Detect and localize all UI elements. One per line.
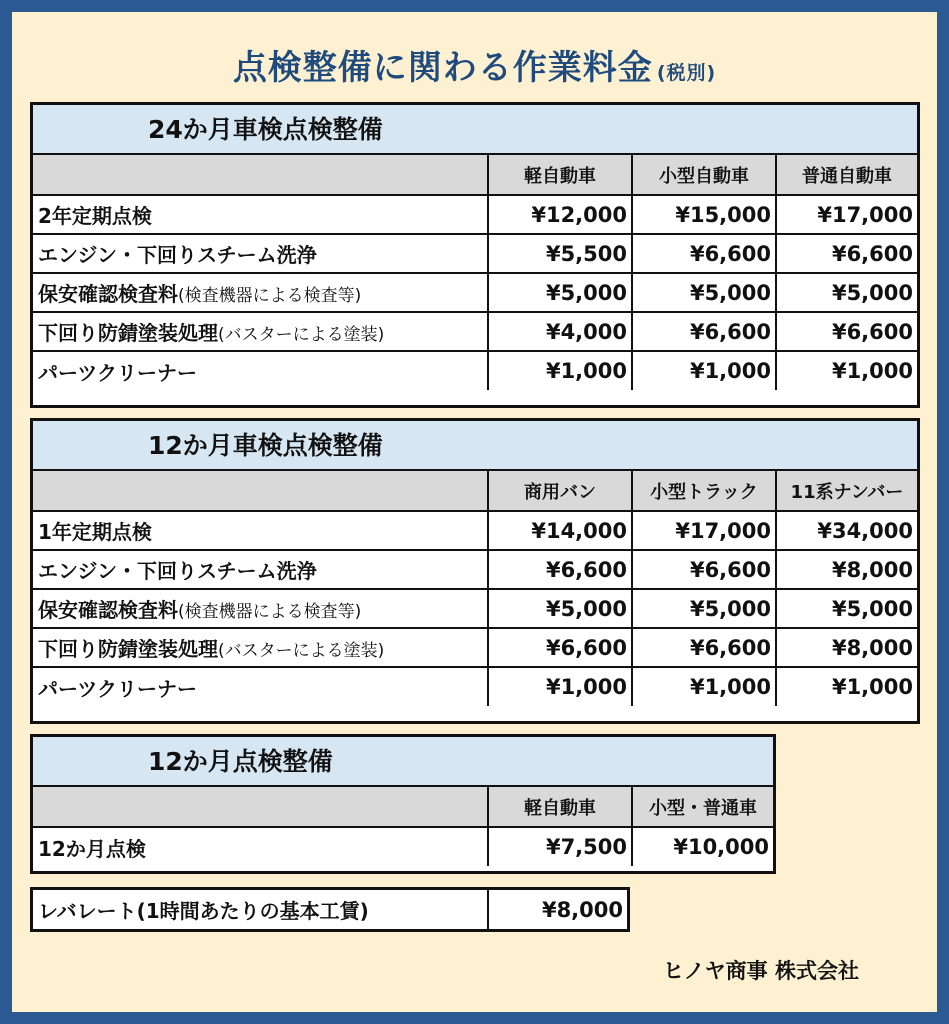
row-label	[33, 550, 488, 589]
row-label-text: 2年定期点検	[38, 204, 152, 228]
price-cell: ¥5,000	[488, 589, 632, 628]
price-cell: ¥7,500	[488, 827, 632, 866]
price-cell: ¥6,600	[488, 628, 632, 667]
price-cell: ¥6,600	[776, 234, 917, 273]
row-label-text: 12か月点検	[38, 836, 146, 861]
header-blank	[33, 471, 488, 511]
row-label	[33, 628, 488, 667]
price-table	[33, 787, 773, 866]
column-header: 11系ナンバー	[776, 471, 917, 511]
price-cell: ¥6,600	[632, 550, 776, 589]
section-title: 12か月車検点検整備	[33, 421, 917, 471]
table-row	[33, 234, 917, 273]
row-label-note: (検査機器による検査等)	[178, 602, 362, 622]
price-cell: ¥1,000	[776, 667, 917, 706]
column-header: 小型自動車	[632, 155, 776, 195]
title-tax-note: (税別)	[656, 62, 717, 84]
row-label-text: 下回り防錆塗装処理	[38, 637, 218, 661]
column-header: 軽自動車	[488, 155, 632, 195]
table-row	[33, 667, 917, 706]
section-12-month-check	[30, 734, 776, 874]
table-row	[33, 589, 917, 628]
column-header: 軽自動車	[488, 787, 632, 827]
header-blank	[33, 155, 488, 195]
page-title	[0, 40, 949, 89]
price-cell: ¥5,500	[488, 234, 632, 273]
row-label-text: 下回り防錆塗装処理	[38, 321, 218, 345]
price-cell: ¥8,000	[776, 550, 917, 589]
row-label	[33, 511, 488, 550]
table-row	[33, 351, 917, 390]
row-label	[33, 667, 488, 706]
row-label	[33, 312, 488, 351]
price-cell: ¥1,000	[488, 351, 632, 390]
price-cell: ¥5,000	[776, 273, 917, 312]
row-label	[33, 351, 488, 390]
table-row	[33, 550, 917, 589]
row-label-text: 保安確認検査料	[38, 598, 178, 622]
row-label	[33, 589, 488, 628]
price-cell: ¥6,600	[632, 628, 776, 667]
column-header: 小型トラック	[632, 471, 776, 511]
row-label-text: パーツクリーナー	[38, 676, 197, 701]
table-row	[33, 195, 917, 234]
row-label-note: (検査機器による検査等)	[178, 286, 362, 306]
price-cell: ¥6,600	[632, 234, 776, 273]
price-cell: ¥4,000	[488, 312, 632, 351]
price-cell: ¥5,000	[776, 589, 917, 628]
table-row	[33, 890, 627, 929]
row-label-text: エンジン・下回りスチーム洗浄	[38, 243, 317, 267]
price-cell: ¥34,000	[776, 511, 917, 550]
table-row	[33, 511, 917, 550]
table-row	[33, 273, 917, 312]
price-cell: ¥6,600	[632, 312, 776, 351]
price-cell: ¥17,000	[776, 195, 917, 234]
row-label-text: 1年定期点検	[38, 520, 152, 544]
price-cell: ¥17,000	[632, 511, 776, 550]
table-header-row	[33, 471, 917, 511]
row-label-note: (バスターによる塗装)	[218, 325, 385, 345]
price-cell: ¥6,600	[488, 550, 632, 589]
price-table	[33, 155, 917, 390]
price-cell: ¥5,000	[488, 273, 632, 312]
price-cell: ¥5,000	[632, 273, 776, 312]
section-12-month-shaken	[30, 418, 920, 724]
title-text: 点検整備に関わる作業料金	[232, 48, 653, 88]
price-cell: ¥1,000	[488, 667, 632, 706]
section-title: 12か月点検整備	[33, 737, 773, 787]
row-label	[33, 827, 488, 866]
price-cell: ¥1,000	[776, 351, 917, 390]
price-cell: ¥15,000	[632, 195, 776, 234]
column-header: 普通自動車	[776, 155, 917, 195]
price-table	[33, 471, 917, 706]
table-header-row	[33, 155, 917, 195]
column-header: 商用バン	[488, 471, 632, 511]
table-header-row	[33, 787, 773, 827]
row-label	[33, 195, 488, 234]
row-label-text: エンジン・下回りスチーム洗浄	[38, 559, 317, 583]
company-name: ヒノヤ商事 株式会社	[662, 959, 859, 983]
section-24-month	[30, 102, 920, 408]
price-cell: ¥1,000	[632, 667, 776, 706]
table-row	[33, 628, 917, 667]
header-blank	[33, 787, 488, 827]
table-row	[33, 827, 773, 866]
price-cell: ¥5,000	[632, 589, 776, 628]
labor-rate-label: レバレート(1時間あたりの基本工賃)	[38, 899, 369, 923]
row-label	[33, 273, 488, 312]
price-cell: ¥6,600	[776, 312, 917, 351]
row-label-text: パーツクリーナー	[38, 360, 197, 385]
row-label	[33, 234, 488, 273]
labor-rate-box	[30, 887, 630, 932]
price-cell: ¥14,000	[488, 511, 632, 550]
column-header: 小型・普通車	[632, 787, 773, 827]
price-cell: ¥1,000	[632, 351, 776, 390]
price-cell: ¥8,000	[776, 628, 917, 667]
section-title: 24か月車検点検整備	[33, 105, 917, 155]
row-label-note: (バスターによる塗装)	[218, 641, 385, 661]
labor-rate-table	[33, 890, 627, 929]
labor-rate-price: ¥8,000	[488, 890, 627, 929]
table-row	[33, 312, 917, 351]
row-label-text: 保安確認検査料	[38, 282, 178, 306]
price-cell: ¥12,000	[488, 195, 632, 234]
price-cell: ¥10,000	[632, 827, 773, 866]
